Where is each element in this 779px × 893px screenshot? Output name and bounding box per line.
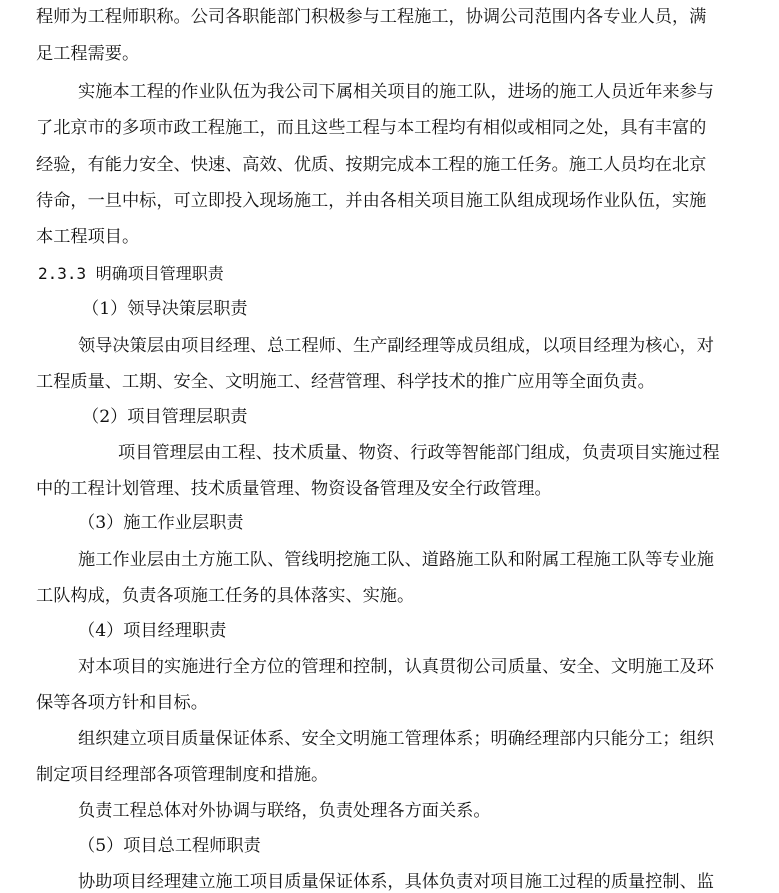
text-line: 施工作业层由土方施工队、管线明挖施工队、道路施工队和附属工程施工队等专业施 xyxy=(78,550,714,570)
text-line: 项目管理层由工程、技术质量、物资、行政等智能部门组成，负责项目实施过程 xyxy=(118,443,720,463)
text-line: 保等各项方针和目标。 xyxy=(36,693,208,713)
text-line: 负责工程总体对外协调与联络，负责处理各方面关系。 xyxy=(78,801,491,821)
text-line: 待命，一旦中标，可立即投入现场施工，并由各相关项目施工队组成现场作业队伍，实施 xyxy=(36,191,707,211)
subsection-heading: （4）项目经理职责 xyxy=(78,621,227,641)
subsection-heading: （5）项目总工程师职责 xyxy=(78,836,261,856)
text-line: 制定项目经理部各项管理制度和措施。 xyxy=(36,765,329,785)
text-line: 经验，有能力安全、快速、高效、优质、按期完成本工程的施工任务。施工人员均在北京 xyxy=(36,155,707,175)
text-line: 了北京市的多项市政工程施工，而且这些工程与本工程均有相似或相同之处，具有丰富的 xyxy=(36,118,707,138)
text-line: 中的工程计划管理、技术质量管理、物资设备管理及安全行政管理。 xyxy=(36,479,552,499)
text-line: 组织建立项目质量保证体系、安全文明施工管理体系；明确经理部内只能分工；组织 xyxy=(78,729,714,749)
text-line: 足工程需要。 xyxy=(36,44,140,64)
text-line: 实施本工程的作业队伍为我公司下属相关项目的施工队，进场的施工人员近年来参与 xyxy=(78,82,714,102)
section-heading: 2.3.3 明确项目管理职责 xyxy=(38,264,224,283)
subsection-heading: （2）项目管理层职责 xyxy=(82,407,248,427)
text-line: 工程质量、工期、安全、文明施工、经营管理、科学技术的推广应用等全面负责。 xyxy=(36,372,655,392)
text-line: 协助项目经理建立施工项目质量保证体系，具体负责对项目施工过程的质量控制、监 xyxy=(78,872,714,892)
text-line: 工队构成，负责各项施工任务的具体落实、实施。 xyxy=(36,586,415,606)
text-line: 领导决策层由项目经理、总工程师、生产副经理等成员组成，以项目经理为核心，对 xyxy=(78,336,714,356)
subsection-heading: （3）施工作业层职责 xyxy=(78,513,244,533)
subsection-heading: （1）领导决策层职责 xyxy=(82,299,248,319)
text-line: 对本项目的实施进行全方位的管理和控制，认真贯彻公司质量、安全、文明施工及环 xyxy=(78,657,714,677)
text-line: 本工程项目。 xyxy=(36,227,140,247)
text-line: 程师为工程师职称。公司各职能部门积极参与工程施工，协调公司范围内各专业人员，满 xyxy=(36,7,707,27)
